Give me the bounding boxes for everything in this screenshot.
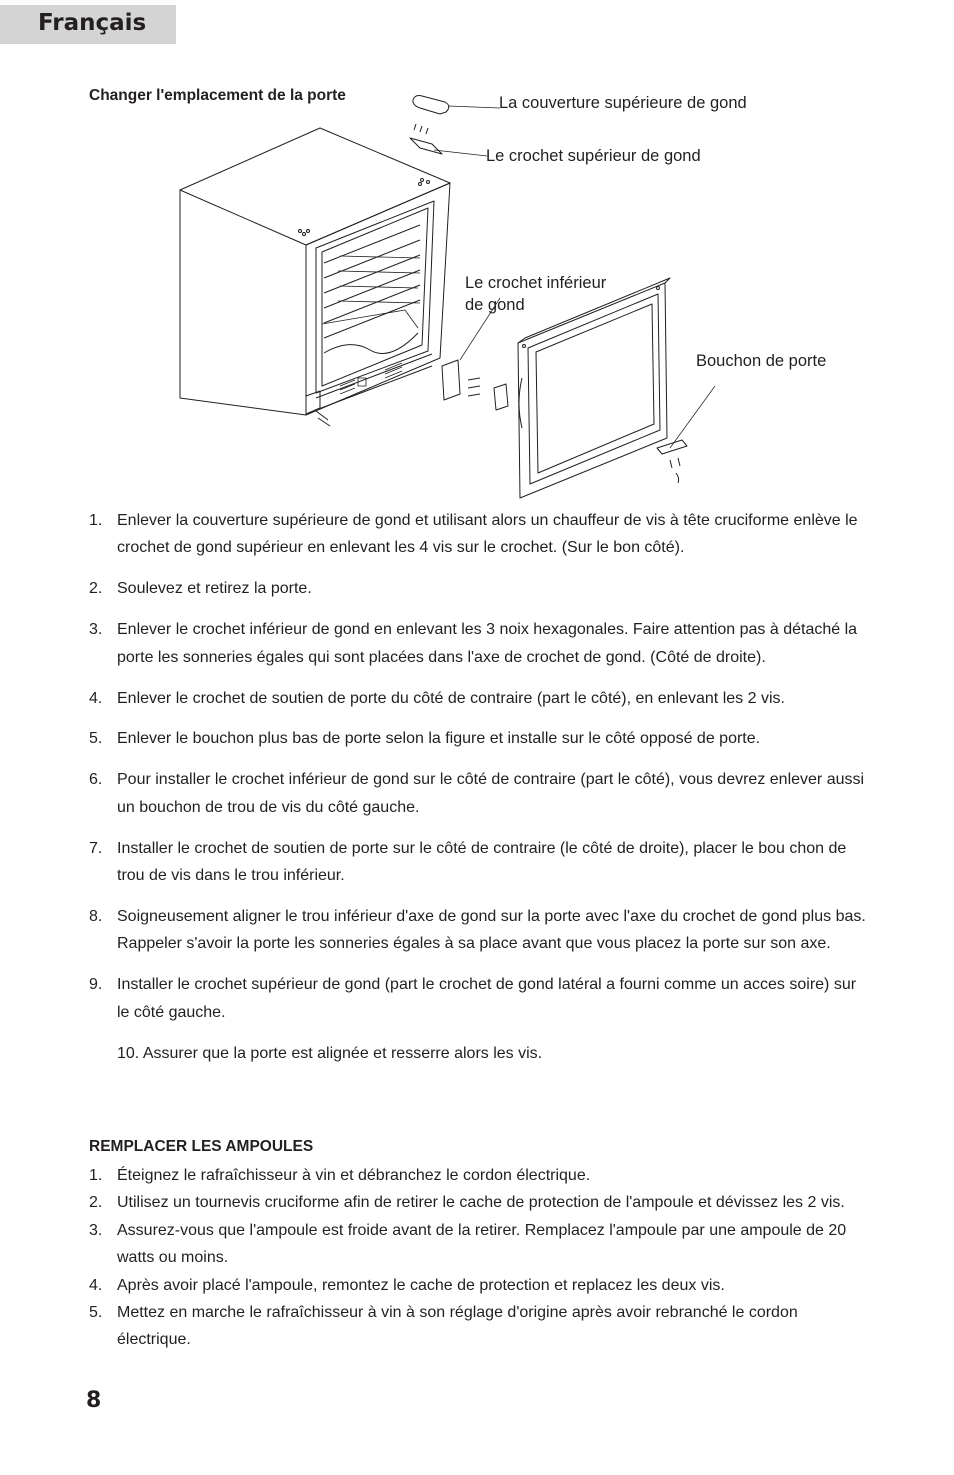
list-item bbox=[89, 766, 869, 821]
callout-top-hinge: Le crochet supérieur de gond bbox=[486, 147, 701, 165]
section-title: Changer l'emplacement de la porte bbox=[89, 87, 346, 104]
list-item bbox=[89, 575, 869, 602]
list-item bbox=[89, 1217, 869, 1272]
step-number: 5. bbox=[89, 730, 103, 748]
step-text: Soulevez et retirez la porte. bbox=[117, 580, 312, 598]
step-number: 2. bbox=[89, 1194, 103, 1212]
step-text: Enlever le bouchon plus bas de porte selon la figure et installe sur le côté opposé de porte. bbox=[117, 730, 761, 748]
list-item bbox=[89, 903, 869, 958]
step-text: Mettez en marche le rafraîchisseur à vin à son réglage d'origine après avoir rebranché le cordon électrique. bbox=[117, 1304, 798, 1349]
step-number: 4. bbox=[89, 689, 103, 707]
step-text: Après avoir placé l'ampoule, remontez le cache de protection et replacez les deux vis. bbox=[117, 1276, 725, 1294]
list-item bbox=[89, 725, 869, 752]
step-number: 9. bbox=[89, 976, 103, 994]
list-item bbox=[89, 1162, 869, 1189]
callout-door-plug: Bouchon de porte bbox=[696, 352, 827, 370]
list-item bbox=[89, 685, 869, 712]
list-item bbox=[89, 1040, 869, 1067]
callout-bottom-hinge-line1: Le crochet inférieur bbox=[465, 274, 607, 292]
language-tab bbox=[0, 5, 176, 44]
step-number: 5. bbox=[89, 1304, 103, 1322]
step-number: 7. bbox=[89, 839, 103, 857]
step-text: Installer le crochet supérieur de gond (part le crochet de gond latéral a fourni comme un acces soire) sur le côté gauche. bbox=[117, 976, 857, 1021]
door-steps-list bbox=[89, 507, 869, 1081]
list-item bbox=[89, 1189, 869, 1216]
step-number: 10. bbox=[117, 1044, 140, 1062]
step-text: Utilisez un tournevis cruciforme afin de retirer le cache de protection de l'ampoule et dévissez les 2 vis. bbox=[117, 1194, 845, 1212]
step-number: 3. bbox=[89, 621, 103, 639]
step-number: 3. bbox=[89, 1221, 103, 1239]
list-item bbox=[89, 616, 869, 671]
step-text: Enlever la couverture supérieure de gond et utilisant alors un chauffeur de vis à tête cruciforme enlève le crochet de gond supérieur en enlevant les 4 vis sur le crochet. (Sur le bon côté). bbox=[117, 512, 858, 557]
callout-bottom-hinge-line2: de gond bbox=[465, 296, 525, 314]
step-text: Assurez-vous que l'ampoule est froide avant de la retirer. Remplacez l'ampoule par une ampoule de 20 watts ou moins. bbox=[117, 1221, 847, 1267]
step-number: 4. bbox=[89, 1276, 103, 1294]
door-reversal-diagram bbox=[170, 88, 870, 508]
step-text: Assurer que la porte est alignée et resserre alors les vis. bbox=[142, 1044, 543, 1062]
step-number: 2. bbox=[89, 580, 103, 598]
bulbs-steps-list bbox=[89, 1162, 869, 1354]
step-text: Éteignez le rafraîchisseur à vin et débranchez le cordon électrique. bbox=[117, 1167, 591, 1184]
page-number: 8 bbox=[86, 1388, 102, 1413]
bulbs-section-title: REMPLACER LES AMPOULES bbox=[89, 1138, 314, 1155]
list-item bbox=[89, 1299, 869, 1354]
step-number: 1. bbox=[89, 512, 103, 529]
step-number: 1. bbox=[89, 1167, 103, 1184]
step-text: Pour installer le crochet inférieur de gond sur le côté de contraire (part le côté), vous devrez enlever aussi un bouchon de trou de vis du côté gauche. bbox=[117, 771, 865, 816]
list-item bbox=[89, 1272, 869, 1299]
list-item bbox=[89, 507, 869, 562]
language-label: Français bbox=[38, 10, 147, 36]
step-text: Installer le crochet de soutien de porte sur le côté de contraire (le côté de droite), placer le bou chon de trou de vis dans le trou inférieur. bbox=[117, 839, 847, 885]
step-text: Enlever le crochet inférieur de gond en enlevant les 3 noix hexagonales. Faire attention pas à détaché la porte les sonneries égales qui sont placées dans l'axe de crochet de gond. (Côté de droite). bbox=[117, 621, 858, 666]
callout-top-cover: La couverture supérieure de gond bbox=[499, 94, 747, 112]
step-number: 8. bbox=[89, 907, 103, 925]
step-text: Soigneusement aligner le trou inférieur d'axe de gond sur la porte avec l'axe du crochet de gond plus bas. Rappeler s'avoir la porte les sonneries égales à sa place avant que vous placez la porte sur son axe. bbox=[117, 907, 866, 953]
step-text: Enlever le crochet de soutien de porte du côté de contraire (part le côté), en enlevant les 2 vis. bbox=[117, 689, 785, 707]
step-number: 6. bbox=[89, 771, 103, 789]
list-item bbox=[89, 971, 869, 1026]
list-item bbox=[89, 835, 869, 890]
